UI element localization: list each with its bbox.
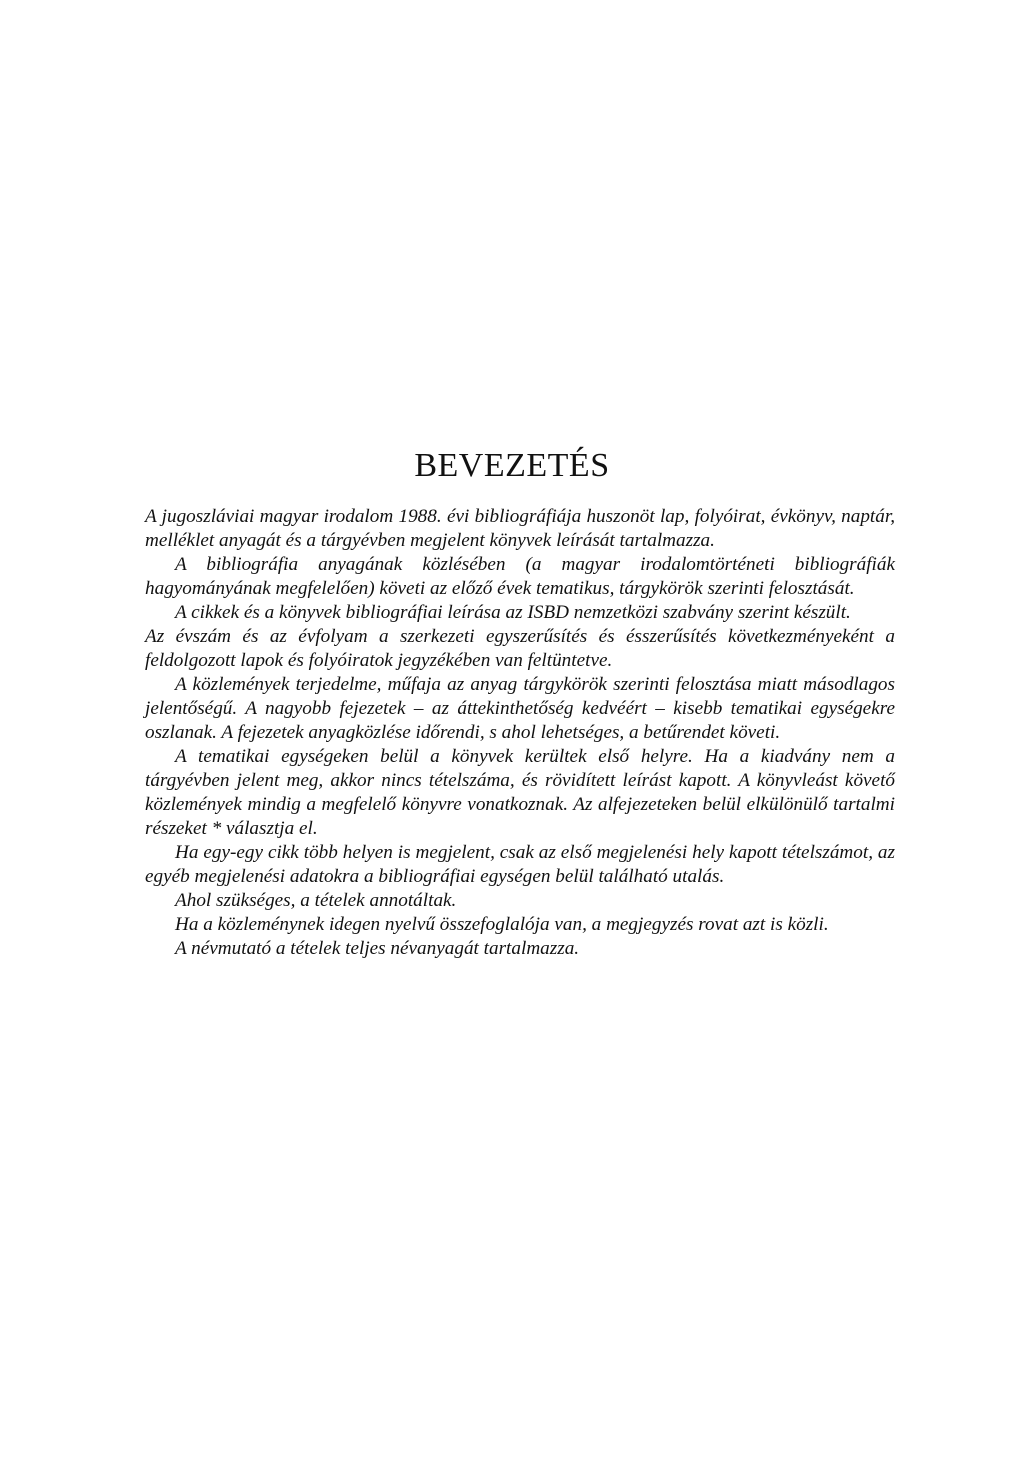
paragraph-10: A névmutató a tételek teljes névanyagát tartalmazza. <box>175 938 580 959</box>
paragraph-3: A cikkek és a könyvek bibliográfiai leírása az ISBD nemzetközi szabvány szerint készült. <box>175 602 851 623</box>
paragraph-2: A bibliográfia anyagának közlésében (a magyar irodalomtörténeti bibliográfiák hagyományának megfelelően) követi az előző évek tematikus, tárgykörök szerinti felosztását. <box>145 554 895 599</box>
paragraph-1: A jugoszláviai magyar irodalom 1988. évi bibliográfiája huszonöt lap, folyóirat, évkönyv, naptár, melléklet anyagát és a tárgyévben megjelent könyvek leírását tartalmazza. <box>145 506 895 551</box>
paragraph-4: Az évszám és az évfolyam a szerkezeti egyszerűsítés és ésszerűsítés következményeként a feldolgozott lapok és folyóiratok jegyzékében van feltüntetve. <box>145 626 895 671</box>
paragraph-5: A közlemények terjedelme, műfaja az anyag tárgykörök szerinti felosztása miatt másodlagos jelentőségű. A nagyobb fejezetek – az áttekinthetőség kedvéért – kisebb tematikai egységekre oszlanak. A fejezetek anyagközlése időrendi, s ahol lehetséges, a betűrendet követi. <box>145 674 895 743</box>
introduction-text <box>145 505 895 961</box>
paragraph-8: Ahol szükséges, a tételek annotáltak. <box>175 890 457 911</box>
paragraph-6: A tematikai egységeken belül a könyvek kerültek első helyre. Ha a kiadvány nem a tárgyévben jelent meg, akkor nincs tételszáma, és rövidített leírást kapott. A könyvleást követő közlemények mindig a megfelelő könyvre vonatkoznak. Az alfejezeteken belül elkülönülő tartalmi részeket * választja el. <box>145 746 895 839</box>
paragraph-9: Ha a közleménynek idegen nyelvű összefoglalója van, a megjegyzés rovat azt is közli. <box>175 914 829 935</box>
page-title: BEVEZETÉS <box>414 446 610 484</box>
paragraph-7: Ha egy-egy cikk több helyen is megjelent, csak az első megjelenési hely kapott tételszámot, az egyéb megjelenési adatokra a bibliográfiai egységen belül található utalás. <box>145 842 895 887</box>
